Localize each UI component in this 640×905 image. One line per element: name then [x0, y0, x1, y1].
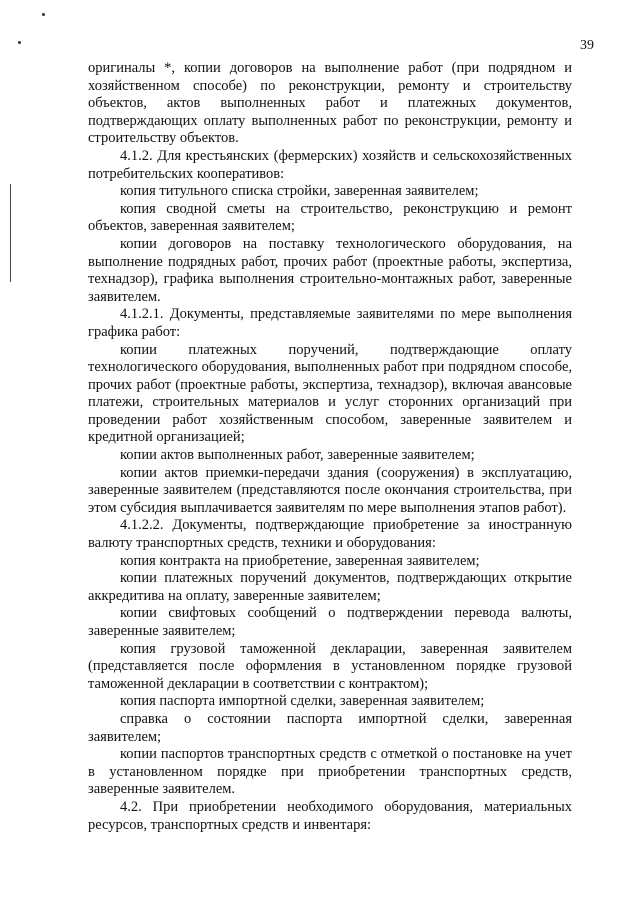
paragraph: копии свифтовых сообщений о подтверждении перевода валюты, заверенные заявителем; [88, 605, 572, 639]
paragraph: копии паспортов транспортных средств с отметкой о постановке на учет в установленном порядке при приобретении транспортных средств, заверенные заявителем. [88, 746, 572, 798]
scan-artifact [18, 41, 21, 44]
paragraph: 4.2. При приобретении необходимого оборудования, материальных ресурсов, транспортных средств и инвентаря: [88, 798, 572, 833]
paragraph: копии платежных поручений, подтверждающие оплату технологического оборудования, выполненных работ при подрядном способе, прочих работ (проектные работы, экспертиза, технадзор), включая авансовые платежи, строительных материалов и услуг сторонних организаций при проведении работ хозяйственным способом, заверенные заявителем и кредитной организацией; [88, 341, 572, 446]
paragraph: копии договоров на поставку технологического оборудования, на выполнение подрядных работ, прочих работ (проектные работы, экспертиза, технадзор), графика выполнения строительно-монтажных работ, заверенные заявителем. [88, 235, 572, 305]
paragraph: копия контракта на приобретение, заверенная заявителем; [120, 552, 480, 569]
paragraph: оригиналы *, копии договоров на выполнение работ (при подрядном и хозяйственном способе) по реконструкции, ремонту и строительству объектов, актов выполненных работ и платежных документов, подтверждающих оплату выполненных работ по реконструкции, ремонту и строительству объектов. [88, 60, 572, 147]
paragraph: копия сводной сметы на строительство, реконструкцию и ремонт объектов, заверенная заявителем; [88, 200, 572, 235]
paragraph: 4.1.2.1. Документы, представляемые заявителями по мере выполнения графика работ: [88, 306, 572, 340]
paragraph: копии актов приемки-передачи здания (сооружения) в эксплуатацию, заверенные заявителем (представляются после окончания строительства, при этом субсидия выплачивается заявителям по мере выполнения этапов работ). [88, 464, 572, 516]
paragraph: 4.1.2. Для крестьянских (фермерских) хозяйств и сельскохозяйственных потребительских кооперативов: [88, 147, 572, 182]
scan-artifact [42, 13, 45, 16]
page-number: 39 [580, 38, 594, 53]
paragraph: копия титульного списка стройки, заверенная заявителем; [120, 183, 479, 200]
paragraph: копии актов выполненных работ, заверенные заявителем; [120, 447, 475, 464]
paragraph: 4.1.2.2. Документы, подтверждающие приобретение за иностранную валюту транспортных средств, техники и оборудования: [88, 517, 572, 552]
paragraph: копии платежных поручений документов, подтверждающих открытие аккредитива на оплату, заверенные заявителем; [88, 570, 572, 604]
paragraph: копия грузовой таможенной декларации, заверенная заявителем (представляется после оформления в установленном порядке грузовой таможенной декларации в соответствии с контрактом); [88, 640, 572, 692]
paragraph: справка о состоянии паспорта импортной сделки, заверенная заявителем; [88, 710, 572, 745]
margin-mark [10, 184, 11, 282]
document-body [88, 60, 572, 834]
paragraph: копия паспорта импортной сделки, заверенная заявителем; [120, 693, 485, 710]
